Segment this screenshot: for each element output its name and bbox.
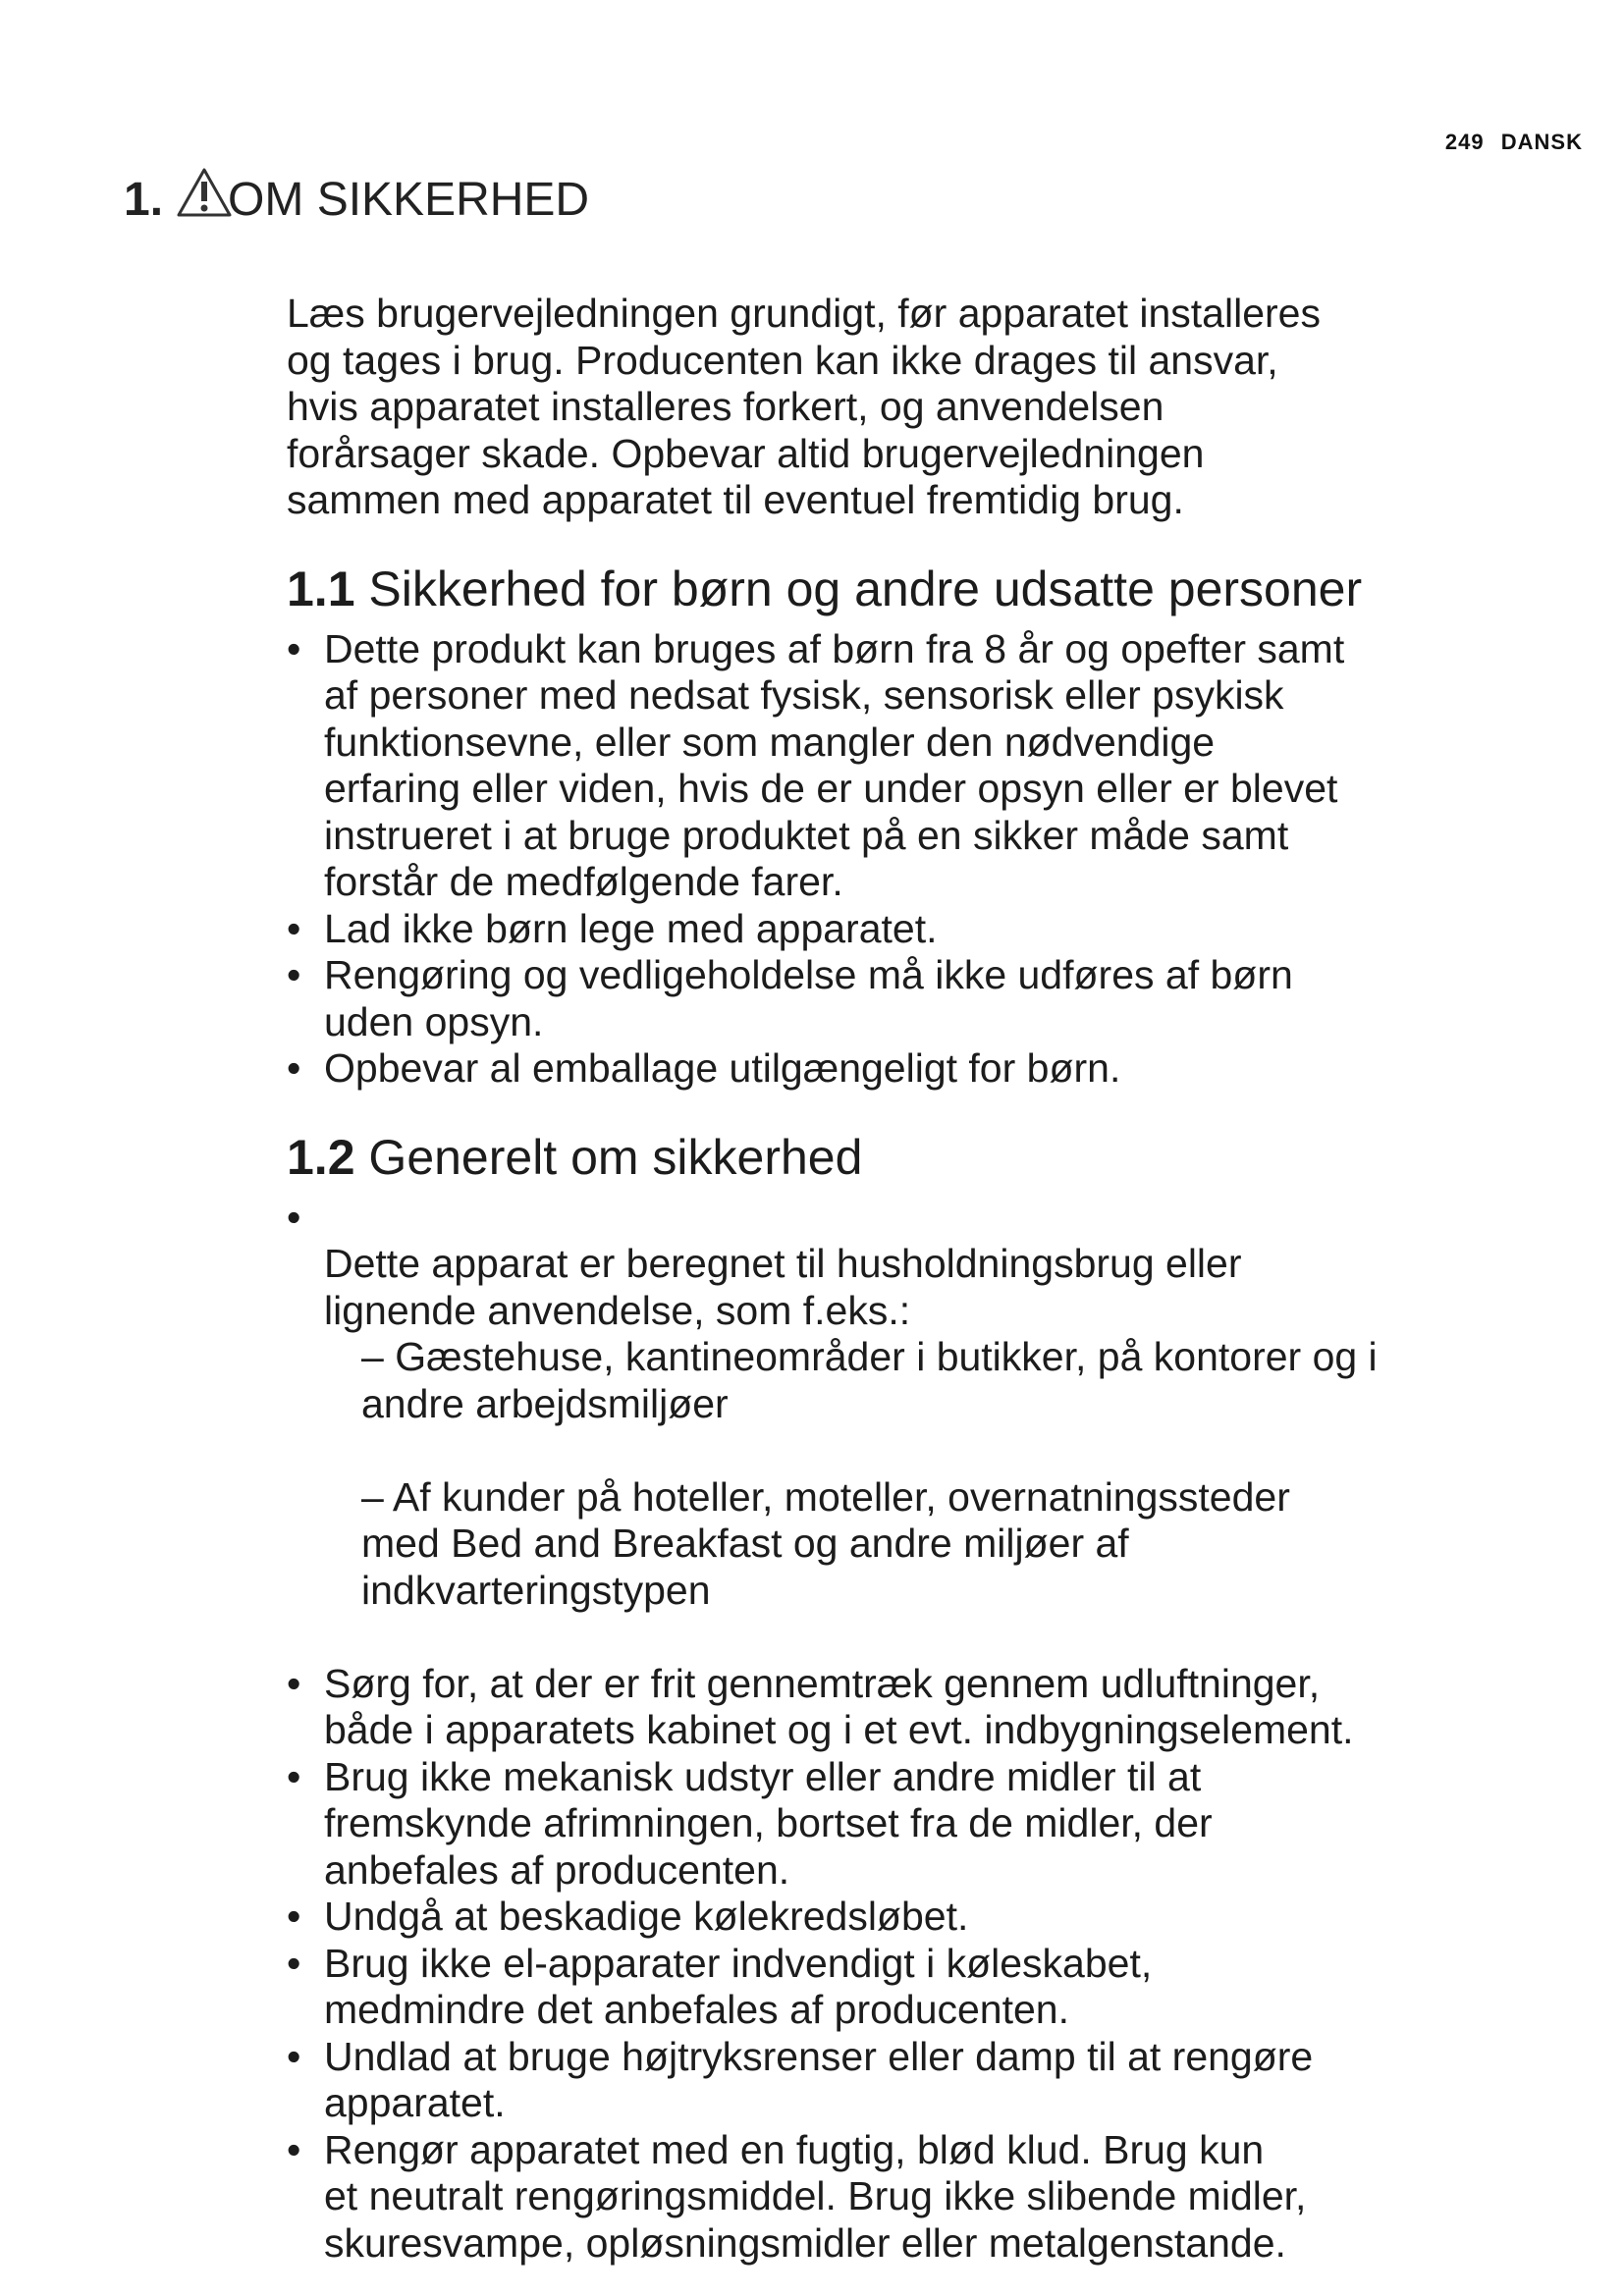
bullet-icon: • xyxy=(287,1753,301,1799)
bullet-icon: • xyxy=(287,1045,301,1091)
page-number: 249 xyxy=(1444,130,1485,154)
list-item: • Dette produkt kan bruges af børn fra 8 år og opefter samt af personer med nedsat fysisk, sensorisk eller psykisk funktionsevne, eller som mangler den nødvendige erfaring eller viden, hvis de er under opsyn eller er blevet instrueret i at bruge produktet på en sikker måde samt forstår de medfølgende farer. xyxy=(287,625,1345,904)
language-label: DANSK xyxy=(1500,130,1583,154)
bullet-icon: • xyxy=(287,625,301,671)
intro-paragraph: Læs brugervejledningen grundigt, før apparatet installeres og tages i brug. Producenten kan ikke drages til ansvar, hvis apparatet installeres forkert, og anvendelsen forårsager skade. Opbevar altid brugervejledningen sammen med apparatet til eventuel fremtidig brug. xyxy=(287,291,1321,522)
sub-list-item: – Af kunder på hoteller, moteller, overnatningssteder med Bed and Breakfast og andre miljøer af indkvarteringstypen xyxy=(361,1473,1290,1613)
page-header xyxy=(1445,130,1583,155)
bullet-icon: • xyxy=(287,1660,301,1706)
list-item: • Brug ikke mekanisk udstyr eller andre midler til at fremskynde afrimningen, bortset fra de midler, der anbefales af producenten. xyxy=(287,1753,1213,1893)
list-item: • Opbevar al emballage utilgængeligt for børn. xyxy=(287,1045,1121,1091)
section-number: 1.1 xyxy=(287,561,355,616)
chapter-heading-text: OM SIKKERHED xyxy=(228,174,590,226)
section-title: Generelt om sikkerhed xyxy=(368,1129,863,1185)
bullet-icon: • xyxy=(287,1940,301,1986)
chapter-number: 1. xyxy=(124,174,164,226)
chapter-title xyxy=(124,173,589,227)
main-content xyxy=(287,291,1526,2267)
bullet-list-children-safety xyxy=(287,626,1526,1093)
list-item: • Lad ikke børn lege med apparatet. xyxy=(287,905,938,951)
bullet-icon: • xyxy=(287,952,301,997)
list-item: • Undlad at bruge højtryksrenser eller damp til at rengøre apparatet. xyxy=(287,2033,1314,2125)
bullet-icon: • xyxy=(287,2126,301,2172)
bullet-list-general-safety xyxy=(287,1195,1526,2268)
section-heading-1-1 xyxy=(287,560,1526,618)
list-item: • Undgå at beskadige kølekredsløbet. xyxy=(287,1894,969,1939)
list-item: • Rengøring og vedligeholdelse må ikke udføres af børn uden opsyn. xyxy=(287,952,1293,1044)
list-item: • Brug ikke el-apparater indvendigt i køleskabet, medmindre det anbefales af producenten. xyxy=(287,1940,1153,2032)
bullet-icon: • xyxy=(287,1894,301,1939)
warning-triangle-icon xyxy=(175,166,234,221)
list-item: • Dette apparat er beregnet til husholdningsbrug eller lignende anvendelse, som f.eks.: – Gæstehuse, kantineområder i butikker, på kontorer og i andre arbejdsmiljøer – Af kunder på hoteller, moteller, overnatningssteder med Bed and Breakfast og andre miljøer af indkvarteringstypen xyxy=(287,1195,1526,1661)
bullet-icon: • xyxy=(287,1194,301,1240)
section-title: Sikkerhed for børn og andre udsatte personer xyxy=(368,561,1363,616)
sub-list-item: – Gæstehuse, kantineområder i butikker, på kontorer og i andre arbejdsmiljøer xyxy=(361,1334,1378,1426)
list-item: • Rengør apparatet med en fugtig, blød klud. Brug kun et neutralt rengøringsmiddel. Brug ikke slibende midler, skuresvampe, opløsningsmidler eller metalgenstande. xyxy=(287,2126,1307,2266)
section-number: 1.2 xyxy=(287,1129,355,1185)
section-heading-1-2 xyxy=(287,1128,1526,1187)
bullet-icon: • xyxy=(287,2033,301,2079)
list-item: • Sørg for, at der er frit gennemtræk gennem udluftninger, både i apparatets kabinet og i et evt. indbygningselement. xyxy=(287,1660,1354,1752)
bullet-icon: • xyxy=(287,905,301,951)
